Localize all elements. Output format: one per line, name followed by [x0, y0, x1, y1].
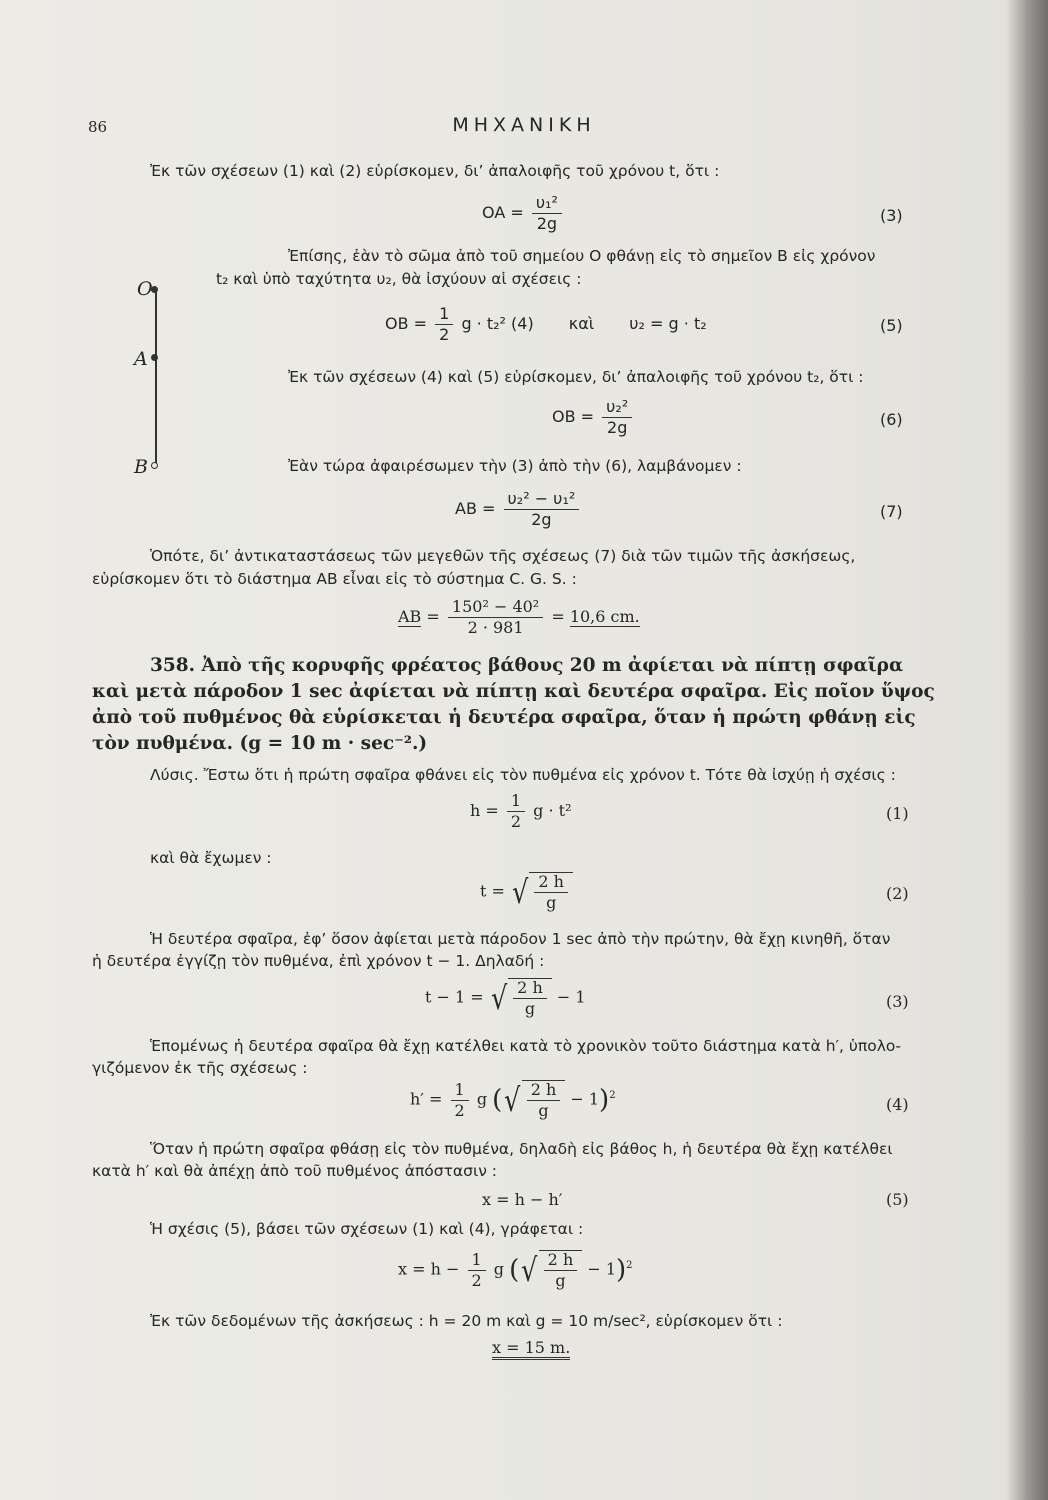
page-number: 86 [88, 118, 108, 136]
seq2-lhs: t = [480, 881, 505, 901]
eq7-den: 2g [531, 510, 552, 529]
problem-line-1: 358. Ἀπὸ τῆς κορυφῆς φρέατος βάθους 20 m ἀφίεται νὰ πίπτῃ σφαῖρα [150, 655, 904, 676]
seq1-den: 2 [510, 812, 522, 831]
solution-line-5a: Ὅταν ἡ πρώτη σφαῖρα φθάσῃ εἰς τὸν πυθμένα, δηλαδὴ εἰς βάθος h, ἡ δευτέρα θὰ ἔχῃ κατέλθει [150, 1140, 893, 1158]
seq6-lhs: x = h − [398, 1259, 460, 1279]
seq4-fden: 2 [454, 1100, 465, 1120]
seq3-number: (3) [886, 992, 909, 1011]
solution-line-3a: Ἡ δευτέρα σφαῖρα, ἐφ’ ὅσον ἀφίεται μετὰ πάροδον 1 sec ἀπὸ τὴν πρώτην, θὰ ἔχῃ κινηθῆ, ὅταν [150, 930, 891, 948]
solution-eq-6: x = h − $\frac{1}{2}$ g ( √ $\frac{2 h}{g}$ − 1)$^2$ [398, 1249, 633, 1290]
paragraph-5b: εὑρίσκομεν ὅτι τὸ διάστημα ΑΒ εἶναι εἰς τὸ σύστημα C. G. S. : [92, 570, 577, 588]
equation-ab-result [398, 598, 640, 637]
solution-line-2: καὶ θὰ ἔχωμεν : [150, 849, 272, 867]
seq3-den: g [524, 999, 536, 1018]
seq6-rest: − 1 [587, 1259, 617, 1279]
eqab-equals: = [426, 607, 440, 626]
seq6-fnum: 1 [468, 1251, 486, 1271]
seq4-sqrt: √ $\frac{2 h}{g}$ [502, 1080, 565, 1120]
seq4-g: g [476, 1089, 488, 1109]
seq1-rest: g · t² [533, 801, 572, 820]
eq4-rest: g · t₂² (4) [461, 314, 534, 333]
label-o: O [137, 278, 153, 300]
solution-line-5b: κατὰ h′ καὶ θὰ ἀπέχῃ ἀπὸ τοῦ πυθμένος ἀπόστασιν : [92, 1162, 498, 1180]
eq6-den: 2g [607, 418, 628, 437]
solution-eq-2 [480, 872, 573, 912]
seq3-sqrt: √ $\frac{2 h}{g}$ [489, 978, 552, 1018]
point-a-dot [151, 354, 158, 361]
solution-line-4a: Ἑπομένως ἡ δευτέρα σφαῖρα θὰ ἔχῃ κατέλθει κατὰ τὸ χρονικὸν τοῦτο διάστημα κατὰ h′, ὑπολο- [150, 1037, 901, 1055]
seq3-lhs: t − 1 = [425, 987, 484, 1007]
seq4-den: g [538, 1101, 549, 1120]
point-b-dot [151, 462, 158, 469]
eq6-lhs: OB = [552, 407, 595, 426]
solution-eq-3 [425, 978, 586, 1018]
solution-line-3b: ἡ δευτέρα ἐγγίζῃ τὸν πυθμένα, ἐπὶ χρόνον t − 1. Δηλαδή : [92, 952, 545, 970]
paragraph-4: Ἐὰν τώρα ἀφαιρέσωμεν τὴν (3) ἀπὸ τὴν (6), λαμβάνομεν : [288, 457, 742, 475]
diagram-line [155, 289, 157, 466]
seq4-lhs: h′ = [410, 1089, 443, 1109]
eq3-num: υ₁² [532, 194, 562, 214]
seq2-number: (2) [886, 884, 909, 903]
equation-6 [552, 398, 635, 437]
seq1-number: (1) [886, 804, 909, 823]
paragraph-2a: Ἐπίσης, ἐὰν τὸ σῶμα ἀπὸ τοῦ σημείου Ο φθάνῃ εἰς τὸ σημεῖον Β εἰς χρόνον [288, 247, 876, 265]
seq1-lhs: h = [470, 801, 499, 820]
solution-line-1: Λύσις. Ἔστω ὅτι ἡ πρώτη σφαῖρα φθάνει εἰς τὸν πυθμένα εἰς χρόνον t. Τότε θὰ ἰσχύῃ ἡ σχέσις : [150, 766, 896, 784]
seq1-num: 1 [507, 792, 525, 812]
eq7-lhs: AB = [455, 499, 496, 518]
seq6-den: g [555, 1271, 566, 1290]
seq6-sqrt: √ $\frac{2 h}{g}$ [519, 1250, 582, 1290]
paragraph-5a: Ὁπότε, δι’ ἀντικαταστάσεως τῶν μεγεθῶν τῆς σχέσεως (7) διὰ τῶν τιμῶν τῆς ἀσκήσεως, [150, 547, 856, 565]
label-b: B [134, 456, 148, 478]
paragraph-3: Ἐκ τῶν σχέσεων (4) καὶ (5) εὑρίσκομεν, δι’ ἀπαλοιφῆς τοῦ χρόνου t₂, ὅτι : [288, 368, 864, 386]
seq6-fden: 2 [471, 1270, 482, 1290]
eq45-num: 1 [435, 305, 453, 325]
solution-eq-4: h′ = $\frac{1}{2}$ g ( √ $\frac{2 h}{g}$ − 1)$^2$ [410, 1079, 616, 1120]
eqab-result: 10,6 cm. [569, 607, 640, 626]
seq2-sqrt: √ $\frac{2 h}{g}$ [510, 872, 573, 912]
problem-line-4: τὸν πυθμένα. (g = 10 m · sec⁻².) [92, 733, 428, 754]
seq4-fnum: 1 [451, 1081, 469, 1101]
eqab-lhs: AB [398, 607, 422, 626]
eqab-num: 150² − 40² [448, 598, 543, 618]
eq7-num: υ₂² − υ₁² [504, 490, 580, 510]
eq6-number: (6) [880, 410, 903, 429]
paragraph-1: Ἐκ τῶν σχέσεων (1) καὶ (2) εὑρίσκομεν, δι’ ἀπαλοιφῆς τοῦ χρόνου t, ὅτι : [150, 162, 720, 180]
equation-3 [482, 194, 565, 233]
final-answer: x = 15 m. [492, 1338, 570, 1360]
eq7-number: (7) [880, 502, 903, 521]
seq2-den: g [546, 893, 557, 912]
eq3-den: 2g [536, 214, 558, 233]
eq45-kai: καὶ [568, 314, 595, 333]
eq5-text: υ₂ = g · t₂ [629, 314, 707, 333]
equation-7 [455, 490, 582, 529]
seq2-num: 2 h [534, 873, 568, 893]
seq5-number: (5) [886, 1190, 909, 1209]
seq4-rest: − 1 [570, 1089, 600, 1109]
paragraph-2b: t₂ καὶ ὑπὸ ταχύτητα υ₂, θὰ ἰσχύουν αἱ σχέσεις : [216, 270, 582, 288]
eq3-number: (3) [880, 206, 903, 225]
eq5-number: (5) [880, 316, 903, 335]
seq6-num: 2 h [544, 1251, 578, 1271]
solution-eq-5: x = h − h′ [482, 1190, 563, 1209]
solution-line-4b: γιζόμενον ἐκ τῆς σχέσεως : [92, 1059, 308, 1077]
eqab-den: 2 · 981 [467, 618, 524, 637]
eq6-num: υ₂² [602, 398, 632, 418]
page-header: ΜΗΧΑΝΙΚΗ [452, 114, 596, 136]
seq3-num: 2 h [513, 979, 547, 999]
solution-line-6: Ἡ σχέσις (5), βάσει τῶν σχέσεων (1) καὶ (4), γράφεται : [150, 1220, 584, 1238]
problem-line-3: ἀπὸ τοῦ πυθμένος θὰ εὑρίσκεται ἡ δευτέρα σφαῖρα, ὅταν ἡ πρώτη φθάνῃ εἰς [92, 707, 916, 728]
label-a: A [134, 348, 148, 370]
seq6-g: g [493, 1259, 505, 1279]
eqab-equals-2: = [551, 607, 565, 626]
eq45-den: 2 [439, 325, 450, 344]
eq45-lhs: OB = [385, 314, 428, 333]
eq3-lhs: OA = [482, 203, 524, 222]
solution-line-7: Ἐκ τῶν δεδομένων τῆς ἀσκήσεως : h = 20 m καὶ g = 10 m/sec², εὑρίσκομεν ὅτι : [150, 1312, 783, 1330]
seq4-number: (4) [886, 1095, 909, 1114]
problem-line-2: καὶ μετὰ πάροδον 1 sec ἀφίεται νὰ πίπτῃ καὶ δευτέρα σφαῖρα. Εἰς ποῖον ὕψος [92, 681, 935, 702]
solution-eq-1 [470, 792, 572, 831]
seq3-rest: − 1 [556, 987, 586, 1007]
equation-4-5 [385, 305, 707, 344]
seq4-num: 2 h [527, 1081, 561, 1101]
